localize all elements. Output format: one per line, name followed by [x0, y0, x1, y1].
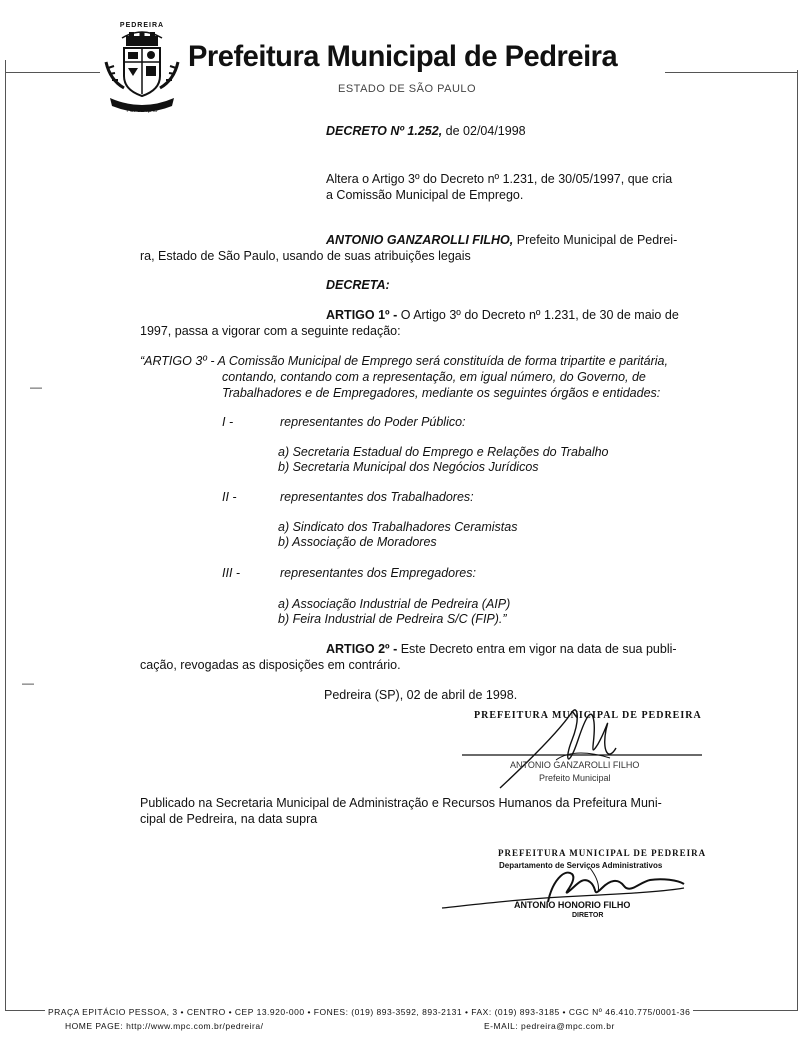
frame-top-right-line [665, 72, 798, 73]
list-item: b) Feira Industrial de Pedreira S/C (FIP).” [278, 612, 507, 626]
article2-line1-rest: Este Decreto entra em vigor na data de sua publi- [397, 642, 677, 656]
mayor-signature-name: ANTONIO GANZAROLLI FILHO [510, 760, 640, 770]
place-date: Pedreira (SP), 02 de abril de 1998. [324, 688, 518, 702]
footer-email[interactable]: E-MAIL: pedreira@mpc.com.br [484, 1021, 615, 1031]
decree-number: DECRETO Nº 1.252, [326, 124, 443, 138]
list-item: a) Associação Industrial de Pedreira (AIP) [278, 597, 511, 611]
list-item: a) Secretaria Estadual do Emprego e Relações do Trabalho [278, 445, 609, 459]
margin-mark: — [22, 676, 34, 690]
mayor-stamp: PREFEITURA MUNICIPAL DE PEDREIRA [474, 710, 702, 721]
mayor-line1-rest: Prefeito Municipal de Pedrei- [513, 233, 678, 247]
mayor-line2: ra, Estado de São Paulo, usando de suas atribuições legais [140, 249, 471, 263]
publication-line1: Publicado na Secretaria Municipal de Administração e Recursos Humanos da Prefeitura Muni- [140, 796, 662, 810]
section-heading: representantes dos Empregadores: [280, 566, 476, 580]
frame-top-line [5, 72, 100, 73]
coat-of-arms-icon [100, 22, 184, 118]
list-item: b) Secretaria Municipal dos Negócios Jurídicos [278, 460, 539, 474]
mayor-line1 [326, 232, 677, 248]
city-crest [100, 22, 184, 118]
footer-homepage[interactable]: HOME PAGE: http://www.mpc.com.br/pedreira/ [65, 1021, 264, 1031]
decree-date: de 02/04/1998 [442, 124, 526, 138]
article3-line1-rest: - A Comissão Municipal de Emprego será constituída de forma tripartite e paritária, [206, 354, 668, 368]
article1-line2: 1997, passa a vigorar com a seguinte redação: [140, 324, 401, 338]
crest-motto: POPULAÇÃO [126, 108, 158, 114]
section-heading: representantes do Poder Público: [280, 415, 466, 429]
decree-heading [326, 123, 526, 139]
crest-label: PEDREIRA [119, 22, 165, 29]
mayor-signature-role: Prefeito Municipal [539, 773, 611, 783]
article1-label: ARTIGO 1º - [326, 308, 398, 322]
section-numeral: II - [222, 490, 237, 504]
mayor-name: ANTONIO GANZAROLLI FILHO, [326, 233, 514, 247]
margin-mark: — [30, 380, 42, 394]
director-signature-role: DIRETOR [572, 912, 604, 919]
frame-right-line [797, 70, 798, 1010]
article2-label: ARTIGO 2º - [326, 642, 398, 656]
section-numeral: III - [222, 566, 241, 580]
article3-line3: Trabalhadores e de Empregadores, mediante os seguintes órgãos e entidades: [222, 386, 661, 400]
article3-label: “ARTIGO 3º [140, 354, 207, 368]
page-title: Prefeitura Municipal de Pedreira [188, 40, 618, 73]
article2-line1 [326, 641, 677, 657]
article1-line1-rest: O Artigo 3º do Decreto nº 1.231, de 30 de maio de [397, 308, 679, 322]
decree-summary-line1: Altera o Artigo 3º do Decreto nº 1.231, de 30/05/1997, que cria [326, 172, 673, 186]
article2-line2: cação, revogadas as disposições em contrário. [140, 658, 401, 672]
list-item: a) Sindicato dos Trabalhadores Ceramistas [278, 520, 518, 534]
section-numeral: I - [222, 415, 234, 429]
article3-line2: contando, contando com a representação, em igual número, do Governo, de [222, 370, 646, 384]
article3-line1 [140, 353, 668, 369]
director-signature-name: ANTONIO HONORIO FILHO [514, 900, 631, 910]
director-stamp: PREFEITURA MUNICIPAL DE PEDREIRA [498, 848, 707, 858]
decree-summary-line2: a Comissão Municipal de Emprego. [326, 188, 524, 202]
page-subtitle: ESTADO DE SÃO PAULO [338, 83, 477, 95]
article1-line1 [326, 307, 679, 323]
director-department: Departamento de Serviços Administrativos [499, 861, 663, 870]
section-heading: representantes dos Trabalhadores: [280, 490, 474, 504]
frame-left-line [5, 60, 6, 1010]
list-item: b) Associação de Moradores [278, 535, 437, 549]
footer-address: PRAÇA EPITÁCIO PESSOA, 3 • CENTRO • CEP 13.920-000 • FONES: (019) 893-3592, 893-2131 • FAX: (019) 893-3185 • CGC Nº 46.410.775/0001-36 [45, 1007, 693, 1017]
publication-line2: cipal de Pedreira, na data supra [140, 812, 318, 826]
decreta-heading: DECRETA: [326, 278, 390, 292]
